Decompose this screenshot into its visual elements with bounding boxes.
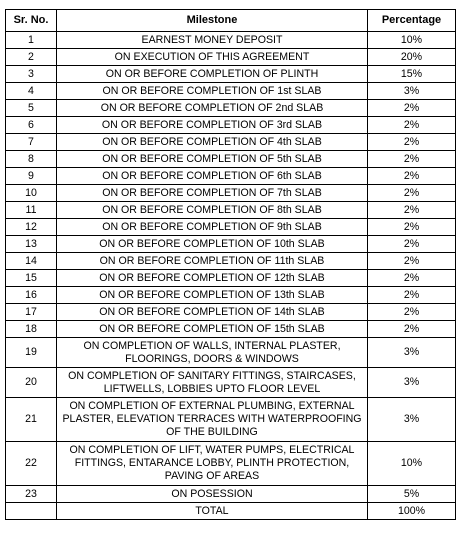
cell-milestone: ON OR BEFORE COMPLETION OF 12th SLAB xyxy=(57,270,368,287)
cell-percentage: 5% xyxy=(368,486,456,503)
cell-milestone: ON OR BEFORE COMPLETION OF 9th SLAB xyxy=(57,219,368,236)
cell-milestone: ON OR BEFORE COMPLETION OF 10th SLAB xyxy=(57,236,368,253)
cell-sr-no: 9 xyxy=(6,168,57,185)
table-row xyxy=(6,117,456,134)
table-row xyxy=(6,398,456,442)
cell-percentage: 3% xyxy=(368,368,456,398)
cell-milestone: ON OR BEFORE COMPLETION OF PLINTH xyxy=(57,66,368,83)
cell-percentage: 2% xyxy=(368,117,456,134)
cell-milestone: ON OR BEFORE COMPLETION OF 1st SLAB xyxy=(57,83,368,100)
cell-milestone: ON OR BEFORE COMPLETION OF 5th SLAB xyxy=(57,151,368,168)
cell-sr-no: 15 xyxy=(6,270,57,287)
cell-sr-no: 7 xyxy=(6,134,57,151)
cell-sr-no: 8 xyxy=(6,151,57,168)
cell-percentage: 2% xyxy=(368,236,456,253)
cell-percentage: 2% xyxy=(368,202,456,219)
cell-milestone: ON COMPLETION OF EXTERNAL PLUMBING, EXTERNAL PLASTER, ELEVATION TERRACES WITH WATERPROOFING OF THE BUILDING xyxy=(57,398,368,442)
cell-milestone: ON COMPLETION OF WALLS, INTERNAL PLASTER, FLOORINGS, DOORS & WINDOWS xyxy=(57,338,368,368)
cell-sr-no: 6 xyxy=(6,117,57,134)
table-row xyxy=(6,304,456,321)
total-sr-no xyxy=(6,503,57,520)
cell-percentage: 2% xyxy=(368,304,456,321)
cell-percentage: 2% xyxy=(368,134,456,151)
cell-percentage: 15% xyxy=(368,66,456,83)
cell-percentage: 2% xyxy=(368,270,456,287)
table-row xyxy=(6,100,456,117)
cell-milestone: ON OR BEFORE COMPLETION OF 4th SLAB xyxy=(57,134,368,151)
cell-percentage: 2% xyxy=(368,287,456,304)
table-row xyxy=(6,219,456,236)
table-row xyxy=(6,236,456,253)
cell-percentage: 2% xyxy=(368,253,456,270)
cell-milestone: EARNEST MONEY DEPOSIT xyxy=(57,32,368,49)
cell-percentage: 2% xyxy=(368,185,456,202)
cell-sr-no: 11 xyxy=(6,202,57,219)
cell-milestone: ON OR BEFORE COMPLETION OF 15th SLAB xyxy=(57,321,368,338)
table-row xyxy=(6,151,456,168)
table-row xyxy=(6,49,456,66)
payment-schedule xyxy=(5,9,455,520)
cell-sr-no: 2 xyxy=(6,49,57,66)
cell-milestone: ON OR BEFORE COMPLETION OF 3rd SLAB xyxy=(57,117,368,134)
cell-percentage: 2% xyxy=(368,219,456,236)
cell-percentage: 10% xyxy=(368,32,456,49)
cell-percentage: 2% xyxy=(368,100,456,117)
cell-sr-no: 22 xyxy=(6,442,57,486)
cell-sr-no: 18 xyxy=(6,321,57,338)
cell-sr-no: 19 xyxy=(6,338,57,368)
table-row xyxy=(6,270,456,287)
table-row xyxy=(6,442,456,486)
cell-milestone: ON OR BEFORE COMPLETION OF 6th SLAB xyxy=(57,168,368,185)
table-header-row xyxy=(6,10,456,32)
cell-percentage: 3% xyxy=(368,338,456,368)
cell-milestone: ON OR BEFORE COMPLETION OF 2nd SLAB xyxy=(57,100,368,117)
cell-sr-no: 13 xyxy=(6,236,57,253)
cell-sr-no: 17 xyxy=(6,304,57,321)
cell-sr-no: 16 xyxy=(6,287,57,304)
cell-milestone: ON POSESSION xyxy=(57,486,368,503)
cell-milestone: ON COMPLETION OF SANITARY FITTINGS, STAIRCASES, LIFTWELLS, LOBBIES UPTO FLOOR LEVEL xyxy=(57,368,368,398)
table-row xyxy=(6,253,456,270)
table-row xyxy=(6,321,456,338)
cell-sr-no: 20 xyxy=(6,368,57,398)
cell-milestone: ON EXECUTION OF THIS AGREEMENT xyxy=(57,49,368,66)
cell-percentage: 10% xyxy=(368,442,456,486)
cell-sr-no: 10 xyxy=(6,185,57,202)
table-row xyxy=(6,287,456,304)
cell-percentage: 3% xyxy=(368,398,456,442)
table-row xyxy=(6,368,456,398)
total-row xyxy=(6,503,456,520)
header-sr-no: Sr. No. xyxy=(6,10,57,32)
cell-milestone: ON OR BEFORE COMPLETION OF 8th SLAB xyxy=(57,202,368,219)
cell-percentage: 3% xyxy=(368,83,456,100)
total-label: TOTAL xyxy=(57,503,368,520)
milestone-table xyxy=(5,9,456,520)
cell-sr-no: 1 xyxy=(6,32,57,49)
cell-sr-no: 3 xyxy=(6,66,57,83)
table-row xyxy=(6,338,456,368)
header-percentage: Percentage xyxy=(368,10,456,32)
table-row xyxy=(6,185,456,202)
table-row xyxy=(6,202,456,219)
cell-milestone: ON OR BEFORE COMPLETION OF 7th SLAB xyxy=(57,185,368,202)
table-row xyxy=(6,486,456,503)
cell-sr-no: 14 xyxy=(6,253,57,270)
total-percentage: 100% xyxy=(368,503,456,520)
cell-milestone: ON OR BEFORE COMPLETION OF 14th SLAB xyxy=(57,304,368,321)
cell-sr-no: 23 xyxy=(6,486,57,503)
table-row xyxy=(6,66,456,83)
cell-percentage: 2% xyxy=(368,321,456,338)
cell-sr-no: 12 xyxy=(6,219,57,236)
cell-milestone: ON OR BEFORE COMPLETION OF 11th SLAB xyxy=(57,253,368,270)
table-row xyxy=(6,83,456,100)
header-milestone: Milestone xyxy=(57,10,368,32)
table-row xyxy=(6,134,456,151)
cell-percentage: 20% xyxy=(368,49,456,66)
cell-milestone: ON OR BEFORE COMPLETION OF 13th SLAB xyxy=(57,287,368,304)
cell-milestone: ON COMPLETION OF LIFT, WATER PUMPS, ELECTRICAL FITTINGS, ENTARANCE LOBBY, PLINTH PROTECTION, PAVING OF AREAS xyxy=(57,442,368,486)
cell-percentage: 2% xyxy=(368,168,456,185)
table-body xyxy=(6,32,456,520)
table-row xyxy=(6,32,456,49)
cell-sr-no: 21 xyxy=(6,398,57,442)
table-row xyxy=(6,168,456,185)
cell-sr-no: 5 xyxy=(6,100,57,117)
cell-percentage: 2% xyxy=(368,151,456,168)
cell-sr-no: 4 xyxy=(6,83,57,100)
